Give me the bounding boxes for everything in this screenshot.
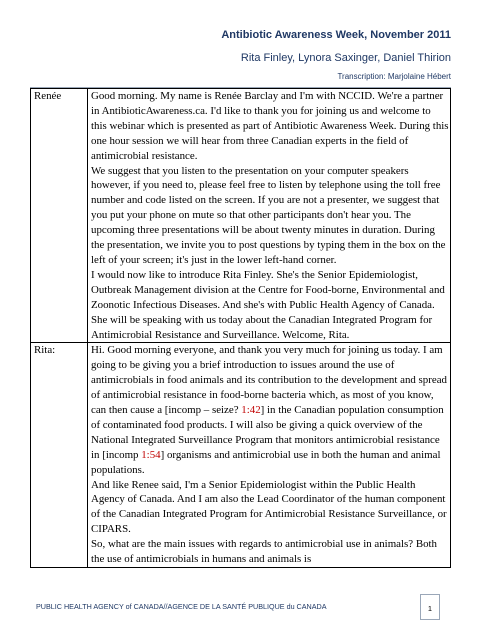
page-number: 1 <box>427 604 433 613</box>
speech-paragraph: I would now like to introduce Rita Finley. She's the Senior Epidemiologist, Outbreak Management division at the Centre for Food-borne, Environmental and Zoonotic Infectious Diseases. And she's with Public Health Agency of Canada. She will be speaking with us today about the Canadian Integrated Program for Antimicrobial Resistance and Surveillance. Welcome, Rita. <box>91 268 445 341</box>
footer-agency: PUBLIC HEALTH AGENCY of CANADA//AGENCE DE LA SANTÉ PUBLIQUE du CANADA <box>36 602 327 611</box>
speech-paragraph: And like Renee said, I'm a Senior Epidemiologist within the Public Health Agency of Canada. And I am also the Lead Coordinator of the human component of the Canadian Integrated Program for Antimicrobial Resistance Surveillance, or CIPARS. <box>91 478 447 536</box>
speech-text <box>88 89 451 343</box>
document-title: Antibiotic Awareness Week, November 2011 <box>221 29 451 41</box>
transcript-table <box>30 88 451 568</box>
speech-paragraph: We suggest that you listen to the presentation on your computer speakers however, if you need to, please feel free to listen by telephone using the toll free number and code listed on the screen. If you are not a presenter, we suggest that you put your phone on mute so that other participants don't hear you. The upcoming three presentations will be about twenty minutes in duration. During the presentation, we invite you to post questions by typing them in the box on the left of your screen; it's just in the lower left-hand corner. <box>91 164 446 266</box>
speech-paragraph <box>91 343 449 477</box>
transcript-row <box>31 89 451 343</box>
timestamp: 1:42 <box>241 404 261 417</box>
document-authors: Rita Finley, Lynora Saxinger, Daniel Thirion <box>240 52 451 64</box>
transcript-row <box>31 343 451 568</box>
speech-paragraph: So, what are the main issues with regards to antimicrobial use in animals? Both the use of antimicrobials in humans and animals is <box>91 538 438 566</box>
speech-paragraph: Good morning. My name is Renée Barclay and I'm with NCCID. We're a partner in AntibioticAwareness.ca. I'd like to thank you for joining us and welcome to this webinar which is presented as part of Antibiotic Awareness Week. During this one hour session we will hear from three Canadian experts in the field of antimicrobial resistance. <box>91 90 449 162</box>
transcription-credit: Transcription: Marjolaine Hébert <box>337 72 451 81</box>
timestamp: 1:54 <box>141 448 161 461</box>
speech-fragment: ] organisms and antimicrobial use in both the human and animal populations. <box>91 448 441 476</box>
speech-fragment: Hi. Good morning everyone, and thank you very much for joining us today. I am going to be giving you a brief introduction to issues around the use of antimicrobials in food animals and its contribution to the development and spread of antimicrobial resistance in food-borne bacteria which, as most of you know, can then cause a [incomp – seize? <box>91 344 447 417</box>
speaker-name: Renée <box>31 89 88 343</box>
speech-text <box>88 343 451 568</box>
page-number-box <box>420 594 440 620</box>
speaker-name: Rita: <box>31 343 88 568</box>
speech-fragment: ] in the Canadian population consumption of contaminated food products. I will also be giving a quick overview of the National Integrated Surveillance Program that monitors antimicrobial resistance in [incomp <box>91 404 444 461</box>
